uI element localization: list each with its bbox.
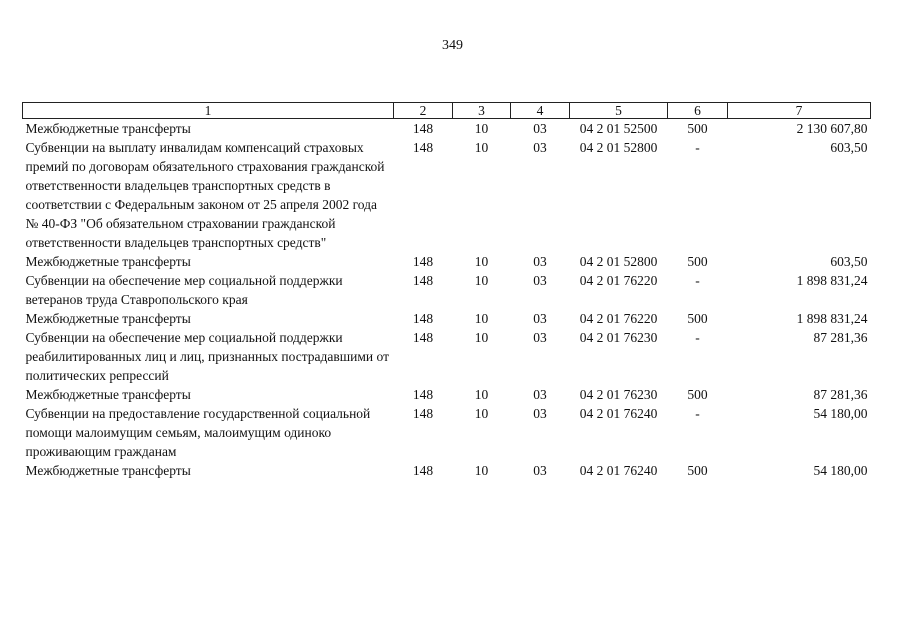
row-col-2: 148 [412,140,434,155]
row-col-4: 03 [533,406,547,421]
row-col-5: 04 2 01 76220 [579,311,658,326]
row-col-3: 10 [474,406,489,421]
row-col-2: 148 [412,254,434,269]
column-header-2: 2 [394,103,453,119]
row-col-3: 10 [474,463,489,478]
column-header-5: 5 [570,103,668,119]
row-col-5: 04 2 01 52800 [579,254,658,269]
row-col-4: 03 [533,463,547,478]
page-number: 349 [442,38,463,53]
row-amount: 603,50 [830,140,868,155]
row-col-4: 03 [533,121,547,136]
row-col-3: 10 [474,254,489,269]
table-row [23,138,871,252]
table-body [23,119,871,481]
row-amount: 1 898 831,24 [796,311,868,326]
row-name: Межбюджетные трансферты [25,463,191,478]
row-name: Субвенции на обеспечение мер социальной поддержки реабилитированных лиц и лиц, признанных пострадавшими от политических репрессий [25,330,389,383]
row-col-4: 03 [533,254,547,269]
row-col-5: 04 2 01 76230 [579,330,658,345]
row-name: Субвенции на предоставление государственной социальной помощи малоимущим семьям, малоимущим одиноко проживающим гражданам [25,406,371,459]
row-col-3: 10 [474,121,489,136]
column-header-6: 6 [668,103,728,119]
row-col-5: 04 2 01 76240 [579,406,658,421]
table-row [23,309,871,328]
row-col-2: 148 [412,387,434,402]
row-col-6: 500 [687,463,708,478]
row-amount: 54 180,00 [813,406,868,421]
row-col-4: 03 [533,140,547,155]
row-col-3: 10 [474,273,489,288]
row-col-5: 04 2 01 76220 [579,273,658,288]
row-col-4: 03 [533,330,547,345]
row-col-3: 10 [474,330,489,345]
row-col-6: 500 [687,254,708,269]
row-amount: 87 281,36 [813,387,868,402]
row-col-6: 500 [687,311,708,326]
row-col-6: - [695,140,700,155]
row-amount: 87 281,36 [813,330,868,345]
table-header [23,103,871,119]
row-name: Субвенции на обеспечение мер социальной поддержки ветеранов труда Ставропольского края [25,273,343,307]
row-col-5: 04 2 01 52800 [579,140,658,155]
table-row [23,328,871,385]
row-col-2: 148 [412,406,434,421]
row-amount: 603,50 [830,254,868,269]
column-header-4: 4 [511,103,570,119]
row-col-2: 148 [412,121,434,136]
row-col-5: 04 2 01 52500 [579,121,658,136]
row-col-4: 03 [533,273,547,288]
table-row [23,385,871,404]
row-col-6: - [695,273,700,288]
row-col-2: 148 [412,273,434,288]
row-col-6: - [695,406,700,421]
row-col-6: - [695,330,700,345]
table-row [23,461,871,480]
table-row [23,271,871,309]
row-name: Субвенции на выплату инвалидам компенсаций страховых премий по договорам обязательного страхования гражданской ответственности владельцев транспортных средств в соответствии с Федеральным законом от 25 апреля 2002 года № 40-ФЗ "Об обязательном страховании гражданской ответственности владельцев транспортных средств" [25,140,385,250]
row-name: Межбюджетные трансферты [25,254,191,269]
row-col-2: 148 [412,311,434,326]
row-name: Межбюджетные трансферты [25,387,191,402]
row-name: Межбюджетные трансферты [25,121,191,136]
header-row [23,103,871,119]
row-col-5: 04 2 01 76230 [579,387,658,402]
row-col-2: 148 [412,463,434,478]
row-col-4: 03 [533,311,547,326]
budget-table [22,102,871,480]
table-row [23,119,871,139]
row-col-2: 148 [412,330,434,345]
row-name: Межбюджетные трансферты [25,311,191,326]
row-col-3: 10 [474,311,489,326]
table-row [23,252,871,271]
row-amount: 54 180,00 [813,463,868,478]
table-row [23,404,871,461]
row-col-3: 10 [474,387,489,402]
column-header-3: 3 [453,103,511,119]
column-header-7: 7 [728,103,871,119]
row-amount: 2 130 607,80 [796,121,868,136]
row-col-3: 10 [474,140,489,155]
row-amount: 1 898 831,24 [796,273,868,288]
row-col-5: 04 2 01 76240 [579,463,658,478]
row-col-6: 500 [687,121,708,136]
column-header-1: 1 [23,103,394,119]
row-col-4: 03 [533,387,547,402]
row-col-6: 500 [687,387,708,402]
